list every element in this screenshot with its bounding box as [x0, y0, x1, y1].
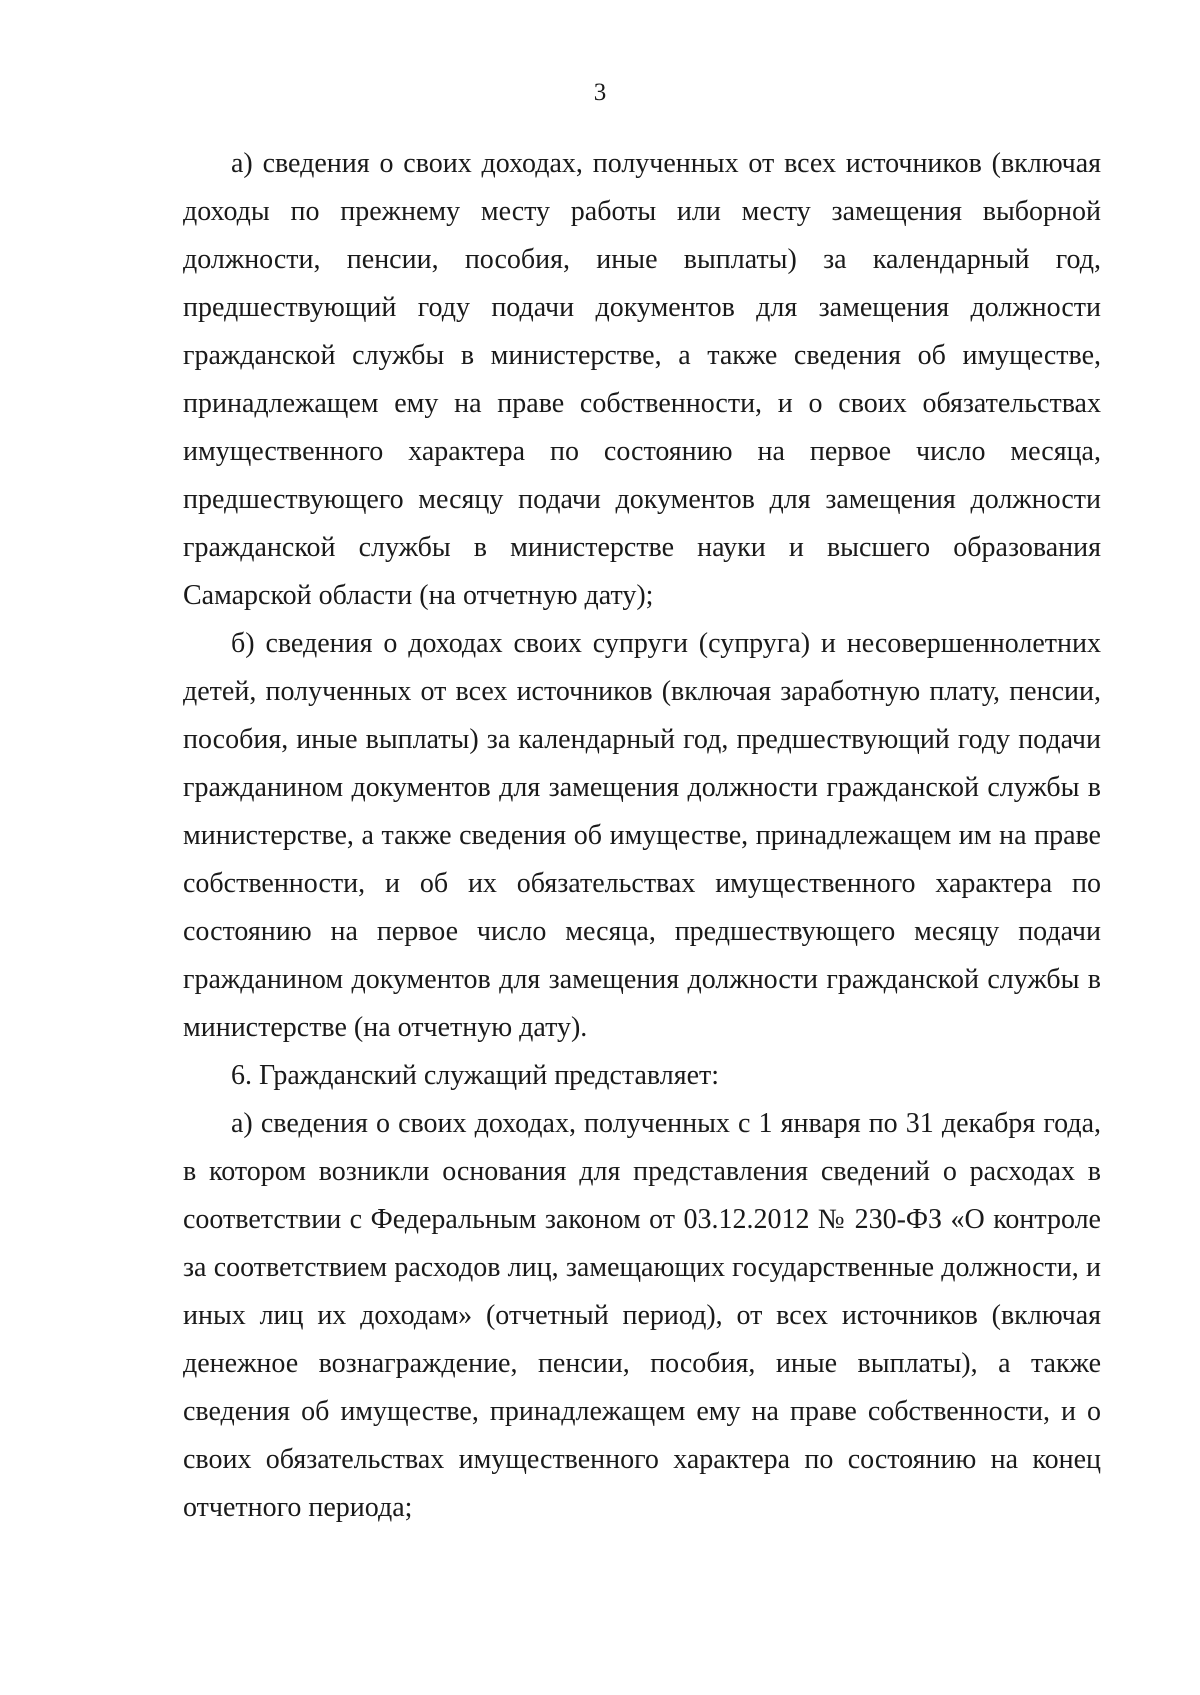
page-number: 3 [593, 79, 607, 106]
paragraph-6a: а) сведения о своих доходах, полученных с 1 января по 31 декабря года, в котором возникли основания для представления сведений о расходах в соответствии с Федеральным законом от 03.12.2012 № 230-ФЗ «О контроле за соответствием расходов лиц, замещающих государственные должности, и иных лиц их доходам» (отчетный период), от всех источников (включая денежное вознаграждение, пенсии, пособия, иные выплаты), а также сведения об имуществе, принадлежащем ему на праве собственности, и о своих обязательствах имущественного характера по состоянию на конец отчетного периода; [183, 1108, 1101, 1523]
paragraph-5b: б) сведения о доходах своих супруги (супруга) и несовершеннолетних детей, полученных от всех источников (включая заработную плату, пенсии, пособия, иные выплаты) за календарный год, предшествующий году подачи гражданином документов для замещения должности гражданской службы в министерстве, а также сведения об имуществе, принадлежащем им на праве собственности, и об их обязательствах имущественного характера по состоянию на первое число месяца, предшествующего месяцу подачи гражданином документов для замещения должности гражданской службы в министерстве (на отчетную дату). [183, 628, 1101, 1043]
paragraph-5a: а) сведения о своих доходах, полученных от всех источников (включая доходы по прежнему месту работы или месту замещения выборной должности, пенсии, пособия, иные выплаты) за календарный год, предшествующий году подачи документов для замещения должности гражданской службы в министерстве, а также сведения об имуществе, принадлежащем ему на праве собственности, и о своих обязательствах имущественного характера по состоянию на первое число месяца, предшествующего месяцу подачи документов для замещения должности гражданской службы в министерстве науки и высшего образования Самарской области (на отчетную дату); [183, 148, 1101, 611]
paragraph-6-heading: 6. Гражданский служащий представляет: [231, 1060, 720, 1091]
document-body [183, 140, 1101, 1532]
